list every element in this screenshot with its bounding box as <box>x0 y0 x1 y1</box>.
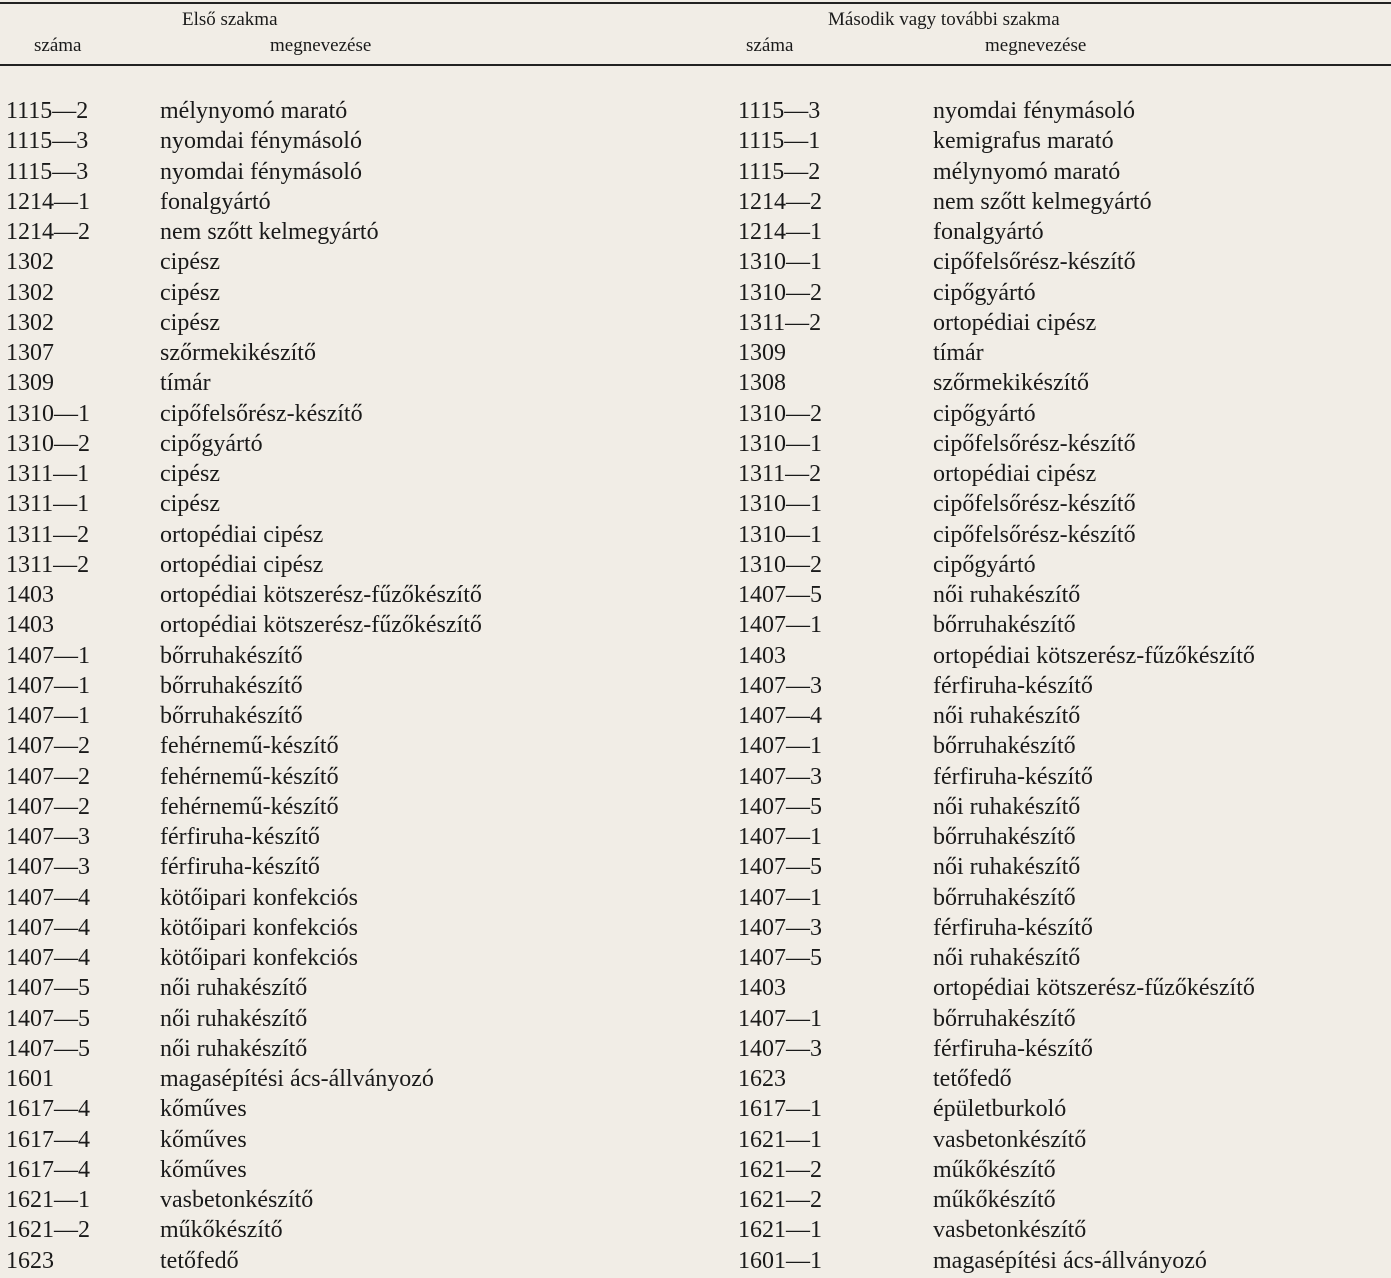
second-number-cell: 1407—3 <box>738 914 822 941</box>
second-name-cell: cipőfelsőrész-készítő <box>933 521 1136 548</box>
first-name-cell: cipész <box>160 461 220 487</box>
table-row <box>0 217 1391 247</box>
second-number-cell: 1407—3 <box>738 672 822 699</box>
first-name-cell: tetőfedő <box>160 1247 239 1274</box>
first-number-cell: 1214—1 <box>6 188 90 215</box>
second-number-cell: 1403 <box>738 975 786 1002</box>
table-row <box>0 943 1391 973</box>
second-name-cell: cipőgyártó <box>933 400 1036 427</box>
header-second-number: száma <box>746 35 794 56</box>
first-name-cell: ortopédiai cipész <box>160 551 324 578</box>
table-row <box>0 459 1391 489</box>
second-name-cell: mélynyomó marató <box>933 158 1121 185</box>
second-number-cell: 1601—1 <box>738 1247 822 1274</box>
first-number-cell: 1407—1 <box>6 642 90 669</box>
first-name-cell: nyomdai fénymásoló <box>160 128 362 155</box>
table-row <box>0 762 1391 792</box>
table-row <box>0 338 1391 368</box>
first-number-cell: 1310—2 <box>6 430 90 457</box>
second-name-cell: cipőfelsőrész-készítő <box>933 430 1136 457</box>
first-name-cell: kötőipari konfekciós <box>160 945 358 971</box>
second-name-cell: tímár <box>933 340 984 366</box>
second-name-cell: ortopédiai cipész <box>933 461 1097 487</box>
table-row <box>0 1094 1391 1124</box>
second-number-cell: 1310—1 <box>738 430 822 457</box>
table-row <box>0 520 1391 550</box>
first-number-cell: 1623 <box>6 1247 54 1274</box>
second-number-cell: 1407—5 <box>738 945 822 971</box>
second-number-cell: 1407—5 <box>738 582 822 608</box>
table-row <box>0 731 1391 761</box>
first-name-cell: cipész <box>160 309 220 336</box>
header-second-name: megnevezése <box>985 35 1087 56</box>
first-name-cell: kőműves <box>160 1126 247 1153</box>
first-name-cell: ortopédiai kötszerész-fűzőkészítő <box>160 612 482 639</box>
first-name-cell: női ruhakészítő <box>160 1005 308 1032</box>
second-name-cell: cipőgyártó <box>933 279 1036 306</box>
first-number-cell: 1407—1 <box>6 703 90 729</box>
first-number-cell: 1311—2 <box>6 551 90 578</box>
second-name-cell: női ruhakészítő <box>933 854 1081 881</box>
first-name-cell: tímár <box>160 370 211 397</box>
second-number-cell: 1407—1 <box>738 824 822 850</box>
first-number-cell: 1407—5 <box>6 975 90 1002</box>
first-number-cell: 1407—2 <box>6 793 90 820</box>
table-row <box>0 852 1391 882</box>
second-name-cell: bőrruhakészítő <box>933 824 1076 850</box>
second-number-cell: 1310—2 <box>738 400 822 427</box>
second-name-cell: férfiruha-készítő <box>933 763 1093 790</box>
table-row <box>0 1064 1391 1094</box>
first-number-cell: 1407—4 <box>6 914 90 941</box>
second-name-cell: szőrmekikészítő <box>933 370 1089 397</box>
table-row <box>0 278 1391 308</box>
first-number-cell: 1115—3 <box>6 158 89 185</box>
first-number-cell: 1601 <box>6 1066 54 1092</box>
first-number-cell: 1403 <box>6 612 54 639</box>
first-name-cell: férfiruha-készítő <box>160 854 320 881</box>
first-name-cell: ortopédiai cipész <box>160 521 324 548</box>
first-number-cell: 1407—4 <box>6 945 90 971</box>
second-name-cell: nyomdai fénymásoló <box>933 98 1135 124</box>
second-name-cell: épületburkoló <box>933 1096 1067 1123</box>
table-row <box>0 247 1391 277</box>
table-row <box>0 701 1391 731</box>
second-name-cell: műkőkészítő <box>933 1187 1056 1213</box>
first-number-cell: 1617—4 <box>6 1126 90 1153</box>
table-row <box>0 429 1391 459</box>
table-row <box>0 913 1391 943</box>
second-name-cell: férfiruha-készítő <box>933 672 1093 699</box>
second-name-cell: női ruhakészítő <box>933 582 1081 608</box>
first-number-cell: 1311—1 <box>6 461 90 487</box>
first-name-cell: kötőipari konfekciós <box>160 914 358 941</box>
first-number-cell: 1302 <box>6 309 54 336</box>
first-name-cell: bőrruhakészítő <box>160 642 303 669</box>
first-number-cell: 1617—4 <box>6 1156 90 1183</box>
table-row <box>0 550 1391 580</box>
second-number-cell: 1403 <box>738 642 786 669</box>
second-name-cell: férfiruha-készítő <box>933 1035 1093 1062</box>
first-name-cell: bőrruhakészítő <box>160 703 303 729</box>
second-number-cell: 1407—4 <box>738 703 822 729</box>
first-number-cell: 1302 <box>6 249 54 276</box>
second-number-cell: 1310—1 <box>738 491 822 518</box>
table-row <box>0 883 1391 913</box>
table-row <box>0 126 1391 156</box>
second-number-cell: 1214—1 <box>738 219 822 245</box>
second-number-cell: 1407—3 <box>738 763 822 790</box>
second-name-cell: vasbetonkészítő <box>933 1217 1087 1244</box>
first-number-cell: 1407—4 <box>6 884 90 911</box>
second-number-cell: 1311—2 <box>738 461 822 487</box>
second-name-cell: vasbetonkészítő <box>933 1126 1087 1153</box>
table-row <box>0 671 1391 701</box>
second-name-cell: bőrruhakészítő <box>933 733 1076 760</box>
second-number-cell: 1214—2 <box>738 188 822 215</box>
table-row <box>0 489 1391 519</box>
header-rule <box>0 64 1391 66</box>
second-number-cell: 1407—1 <box>738 884 822 911</box>
second-number-cell: 1310—2 <box>738 279 822 306</box>
second-name-cell: ortopédiai cipész <box>933 309 1097 336</box>
second-name-cell: magasépítési ács-állványozó <box>933 1247 1207 1274</box>
first-name-cell: fehérnemű-készítő <box>160 733 339 760</box>
first-name-cell: cipőfelsőrész-készítő <box>160 400 363 427</box>
second-name-cell: férfiruha-készítő <box>933 914 1093 941</box>
first-name-cell: cipőgyártó <box>160 430 263 457</box>
first-name-cell: kötőipari konfekciós <box>160 884 358 911</box>
first-name-cell: fehérnemű-készítő <box>160 793 339 820</box>
first-name-cell: női ruhakészítő <box>160 975 308 1002</box>
table-row <box>0 368 1391 398</box>
second-number-cell: 1407—1 <box>738 733 822 760</box>
second-name-cell: nem szőtt kelmegyártó <box>933 188 1152 215</box>
first-name-cell: férfiruha-készítő <box>160 824 320 850</box>
first-name-cell: műkőkészítő <box>160 1217 283 1244</box>
second-number-cell: 1621—2 <box>738 1187 822 1213</box>
first-number-cell: 1407—2 <box>6 763 90 790</box>
first-number-cell: 1115—3 <box>6 128 89 155</box>
table-row <box>0 822 1391 852</box>
second-number-cell: 1308 <box>738 370 786 397</box>
second-name-cell: női ruhakészítő <box>933 945 1081 971</box>
second-number-cell: 1310—2 <box>738 551 822 578</box>
second-name-cell: bőrruhakészítő <box>933 1005 1076 1032</box>
second-number-cell: 1407—3 <box>738 1035 822 1062</box>
table-row <box>0 157 1391 187</box>
second-number-cell: 1621—1 <box>738 1217 822 1244</box>
first-number-cell: 1307 <box>6 340 54 366</box>
second-name-cell: bőrruhakészítő <box>933 884 1076 911</box>
first-number-cell: 1311—1 <box>6 491 90 518</box>
second-name-cell: bőrruhakészítő <box>933 612 1076 639</box>
first-number-cell: 1115—2 <box>6 98 89 124</box>
table-row <box>0 399 1391 429</box>
first-name-cell: magasépítési ács-állványozó <box>160 1066 434 1092</box>
second-number-cell: 1407—1 <box>738 612 822 639</box>
first-number-cell: 1310—1 <box>6 400 90 427</box>
second-name-cell: cipőfelsőrész-készítő <box>933 249 1136 276</box>
first-name-cell: szőrmekikészítő <box>160 340 316 366</box>
table-row <box>0 187 1391 217</box>
second-name-cell: tetőfedő <box>933 1066 1012 1092</box>
table-row <box>0 792 1391 822</box>
first-name-cell: kőműves <box>160 1156 247 1183</box>
first-name-cell: női ruhakészítő <box>160 1035 308 1062</box>
table-row <box>0 580 1391 610</box>
second-name-cell: női ruhakészítő <box>933 793 1081 820</box>
header-first-name: megnevezése <box>270 35 372 56</box>
first-name-cell: nyomdai fénymásoló <box>160 158 362 185</box>
second-name-cell: kemigrafus marató <box>933 128 1114 155</box>
second-name-cell: cipőgyártó <box>933 551 1036 578</box>
header-first-group: Első szakma <box>182 9 278 30</box>
first-number-cell: 1407—3 <box>6 824 90 850</box>
first-name-cell: kőműves <box>160 1096 247 1123</box>
second-name-cell: ortopédiai kötszerész-fűzőkészítő <box>933 975 1255 1002</box>
second-name-cell: ortopédiai kötszerész-fűzőkészítő <box>933 642 1255 669</box>
table-row <box>0 96 1391 126</box>
table-row <box>0 1125 1391 1155</box>
table-row <box>0 1246 1391 1276</box>
second-name-cell: női ruhakészítő <box>933 703 1081 729</box>
second-number-cell: 1617—1 <box>738 1096 822 1123</box>
second-number-cell: 1407—5 <box>738 793 822 820</box>
second-number-cell: 1309 <box>738 340 786 366</box>
second-number-cell: 1310—1 <box>738 521 822 548</box>
first-name-cell: cipész <box>160 491 220 518</box>
top-rule <box>0 2 1391 4</box>
first-number-cell: 1407—3 <box>6 854 90 881</box>
first-number-cell: 1302 <box>6 279 54 306</box>
second-name-cell: cipőfelsőrész-készítő <box>933 491 1136 518</box>
second-number-cell: 1310—1 <box>738 249 822 276</box>
table-row <box>0 1185 1391 1215</box>
first-number-cell: 1403 <box>6 582 54 608</box>
first-name-cell: fehérnemű-készítő <box>160 763 339 790</box>
table-row <box>0 1215 1391 1245</box>
second-number-cell: 1621—1 <box>738 1126 822 1153</box>
second-number-cell: 1115—3 <box>738 98 821 124</box>
first-number-cell: 1407—2 <box>6 733 90 760</box>
first-name-cell: mélynyomó marató <box>160 98 348 124</box>
first-number-cell: 1621—2 <box>6 1217 90 1244</box>
second-name-cell: műkőkészítő <box>933 1156 1056 1183</box>
table-row <box>0 641 1391 671</box>
first-name-cell: vasbetonkészítő <box>160 1187 314 1213</box>
table-row <box>0 1004 1391 1034</box>
table-row <box>0 610 1391 640</box>
first-number-cell: 1311—2 <box>6 521 90 548</box>
table-row <box>0 973 1391 1003</box>
first-number-cell: 1617—4 <box>6 1096 90 1123</box>
second-number-cell: 1407—1 <box>738 1005 822 1032</box>
table-body <box>0 96 1391 1276</box>
first-name-cell: fonalgyártó <box>160 188 271 215</box>
first-name-cell: cipész <box>160 249 220 276</box>
first-name-cell: ortopédiai kötszerész-fűzőkészítő <box>160 582 482 608</box>
table-row <box>0 1034 1391 1064</box>
header-second-group: Második vagy további szakma <box>828 9 1060 30</box>
first-number-cell: 1214—2 <box>6 219 90 245</box>
first-number-cell: 1407—1 <box>6 672 90 699</box>
first-number-cell: 1407—5 <box>6 1035 90 1062</box>
second-number-cell: 1115—1 <box>738 128 821 155</box>
first-number-cell: 1309 <box>6 370 54 397</box>
second-name-cell: fonalgyártó <box>933 219 1044 245</box>
first-number-cell: 1621—1 <box>6 1187 90 1213</box>
second-number-cell: 1115—2 <box>738 158 821 185</box>
table-row <box>0 308 1391 338</box>
second-number-cell: 1311—2 <box>738 309 822 336</box>
second-number-cell: 1407—5 <box>738 854 822 881</box>
first-name-cell: nem szőtt kelmegyártó <box>160 219 379 245</box>
second-number-cell: 1621—2 <box>738 1156 822 1183</box>
first-name-cell: bőrruhakészítő <box>160 672 303 699</box>
first-number-cell: 1407—5 <box>6 1005 90 1032</box>
table-row <box>0 1155 1391 1185</box>
first-name-cell: cipész <box>160 279 220 306</box>
second-number-cell: 1623 <box>738 1066 786 1092</box>
header-first-number: száma <box>34 35 82 56</box>
